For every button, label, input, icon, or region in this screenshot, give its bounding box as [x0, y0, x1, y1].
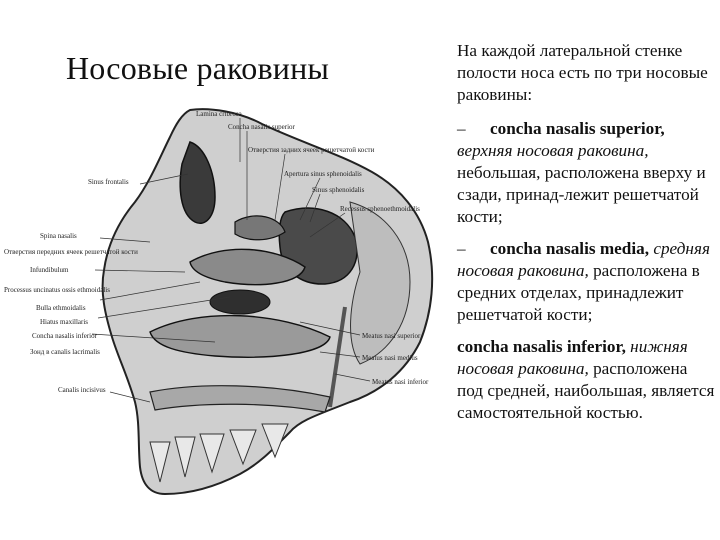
- intro-text: На каждой латеральной стенке полости носа есть по три носовые раковины:: [457, 41, 708, 104]
- concha-inferior-item: [457, 336, 715, 424]
- concha-inferior-description: расположена под средней, наибольшая, является самостоятельной костью.: [457, 359, 715, 422]
- nasal-cavity-illustration: [0, 102, 452, 540]
- concha-media-latin: concha nasalis media,: [490, 239, 650, 258]
- label-meatus-superior: Meatus nasi superior: [362, 332, 421, 340]
- concha-media-description: расположена в средних отделах, принадлежит решетчатой кости;: [457, 261, 700, 324]
- label-recessus: Recessus sphenoethmoidalis: [340, 205, 420, 213]
- label-zond: Зонд в canalis lacrimalis: [30, 348, 100, 356]
- label-meatus-inferior: Meatus nasi inferior: [372, 378, 429, 386]
- concha-media-russian: средняя носовая раковина,: [457, 239, 710, 280]
- label-hiatus: Hiatus maxillaris: [40, 318, 89, 326]
- label-lamina-cribrosa: Lamina cribrosa: [196, 110, 242, 118]
- slide-title: Носовые раковины: [66, 50, 330, 86]
- label-concha-superior: Concha nasalis superior: [228, 123, 295, 131]
- item-dash: –: [457, 239, 466, 258]
- label-meatus-medius: Meatus nasi medius: [362, 354, 418, 362]
- label-sinus-frontalis: Sinus frontalis: [88, 178, 129, 186]
- concha-superior-description: небольшая, расположена вверху и сзади, принад-лежит решетчатой кости;: [457, 163, 706, 226]
- label-apertura-sinus: Apertura sinus sphenoidalis: [284, 170, 362, 178]
- label-canalis-incisivus: Canalis incisivus: [58, 386, 106, 394]
- anatomy-drawing: [0, 102, 452, 540]
- label-concha-inferior: Concha nasalis inferior: [32, 332, 97, 340]
- concha-superior-item: [457, 118, 715, 228]
- concha-inferior-latin: concha nasalis inferior,: [457, 337, 626, 356]
- hiatus-maxillaris-shape: [210, 290, 270, 314]
- label-infundibulum: Infundibulum: [30, 266, 69, 274]
- label-sinus-sphenoidalis: Sinus sphenoidalis: [312, 186, 365, 194]
- label-bulla: Bulla ethmoidalis: [36, 304, 86, 312]
- label-otverstie-perednih: Отверстия передних ячеек решетчатой кости: [4, 248, 138, 256]
- label-spina-nasalis: Spina nasalis: [40, 232, 77, 240]
- concha-superior-latin: concha nasalis superior,: [490, 119, 665, 138]
- concha-media-item: [457, 238, 715, 326]
- item-dash: –: [457, 119, 466, 138]
- description-column: [457, 40, 715, 434]
- label-otverstie-zadnih: Отверстия задних ячеек решетчатой кости: [248, 146, 375, 154]
- label-processus-uncinatus: Processus uncinatus ossis ethmoidalis: [4, 286, 110, 294]
- concha-inferior-russian: нижняя носовая раковина,: [457, 337, 688, 378]
- concha-superior-russian: верхняя носовая раковина,: [457, 141, 649, 160]
